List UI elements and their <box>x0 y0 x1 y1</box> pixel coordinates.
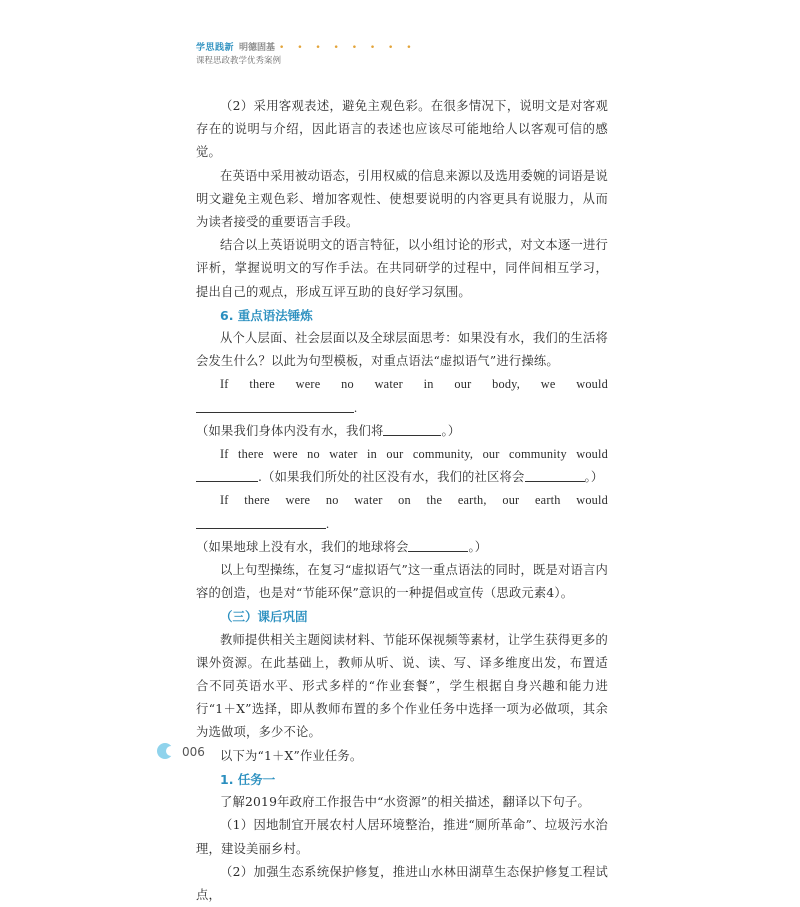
sentence-earth-cn <box>196 536 608 559</box>
header-subtitle: 课程思政教学优秀案例 <box>196 56 282 66</box>
answer-blank[interactable] <box>525 468 585 482</box>
paragraph-grammar-intro: 从个人层面、社会层面以及全球层面思考：如果没有水，我们的生活将会发生什么？以此为句型模板，对重点语法“虚拟语气”进行操练。 <box>196 331 608 369</box>
paragraph-task-one-item-2: （2）加强生态系统保护修复，推进山水林田湖草生态保护修复工程试点， <box>196 864 608 902</box>
paragraph-task-one-intro: 了解2019年政府工作报告中“水资源”的相关描述，翻译以下句子。 <box>220 795 590 810</box>
sentence-community-cn-b: 。） <box>584 470 604 485</box>
section-heading-grammar: 6. 重点语法锤炼 <box>220 307 313 323</box>
sentence-period: . <box>354 400 358 415</box>
sentence-earth-cn-b: 。） <box>468 539 488 554</box>
header-tagline: 明德固基 <box>239 43 276 53</box>
section-heading-after-class: （三）课后巩固 <box>220 609 308 625</box>
sentence-body-cn-a: （如果我们身体内没有水，我们将 <box>196 423 384 438</box>
sentence-period: . <box>326 516 330 531</box>
paragraph-grammar-summary: 以上句型操练，在复习“虚拟语气”这一重点语法的同时，既是对语言内容的创造，也是对“节能环保”意识的一种提倡或宣传（思政元素4）。 <box>196 563 608 601</box>
sentence-community-cn-a: .（如果我们所处的社区没有水，我们的社区将会 <box>258 470 525 485</box>
sentence-community-cn <box>196 466 608 489</box>
answer-blank[interactable] <box>383 422 441 436</box>
paragraph-group-discussion: 结合以上英语说明文的语言特征，以小组讨论的形式，对文本逐一进行评析，掌握说明文的写作手法。在共同研学的过程中，同伴间相互学习，提出自己的观点，形成互评互助的良好学习氛围。 <box>196 238 608 299</box>
page-number: 006 <box>182 745 205 759</box>
header-title-row <box>196 42 417 54</box>
sentence-body-en <box>196 373 608 419</box>
header-brand: 学思践新 <box>196 43 235 53</box>
running-header <box>196 42 417 67</box>
paragraph-homework-package: 教师提供相关主题阅读材料、节能环保视频等素材，让学生获得更多的课外资源。在此基础上，教师从听、说、读、写、译多维度出发，布置适合不同英语水平、形式多样的“作业套餐”，学生根据自身兴趣和能力进行“1＋X”选择，即从教师布置的多个作业任务中选择一项为必做项，其余为选做项，多少不论。 <box>196 632 608 740</box>
answer-blank[interactable] <box>196 515 326 529</box>
paragraph-objective-statement: （2）采用客观表述，避免主观色彩。在很多情况下，说明文是对客观存在的说明与介绍，因此语言的表述也应该尽可能地给人以客观可信的感觉。 <box>196 99 608 160</box>
sentence-earth-text: If there were no water on the earth, our earth would <box>220 493 608 508</box>
sentence-body-cn <box>196 420 608 443</box>
sentence-body-text: If there were no water in our body, we would <box>220 377 608 392</box>
answer-blank[interactable] <box>196 468 258 482</box>
paragraph-homework-intro: 以下为“1＋X”作业任务。 <box>220 748 363 763</box>
answer-blank[interactable] <box>408 538 468 552</box>
page-body <box>196 95 608 907</box>
paragraph-task-one-item-1: （1）因地制宜开展农村人居环境整治，推进“厕所革命”、垃圾污水治理，建设美丽乡村。 <box>196 818 608 856</box>
sentence-earth-en <box>196 489 608 535</box>
page-corner-icon <box>156 742 174 760</box>
section-heading-task-one: 1. 任务一 <box>220 771 276 787</box>
answer-blank[interactable] <box>196 399 354 413</box>
sentence-body-cn-b: 。） <box>441 423 461 438</box>
paragraph-passive-voice: 在英语中采用被动语态，引用权威的信息来源以及选用委婉的词语是说明文避免主观色彩、增加客观性、使想要说明的内容更具有说服力，从而为读者接受的重要语言手段。 <box>196 168 608 230</box>
sentence-earth-cn-a: （如果地球上没有水，我们的地球将会 <box>196 539 409 554</box>
header-dots: • • • • • • • • <box>279 43 417 53</box>
sentence-community-en: If there were no water in our community, our community would <box>220 447 608 462</box>
